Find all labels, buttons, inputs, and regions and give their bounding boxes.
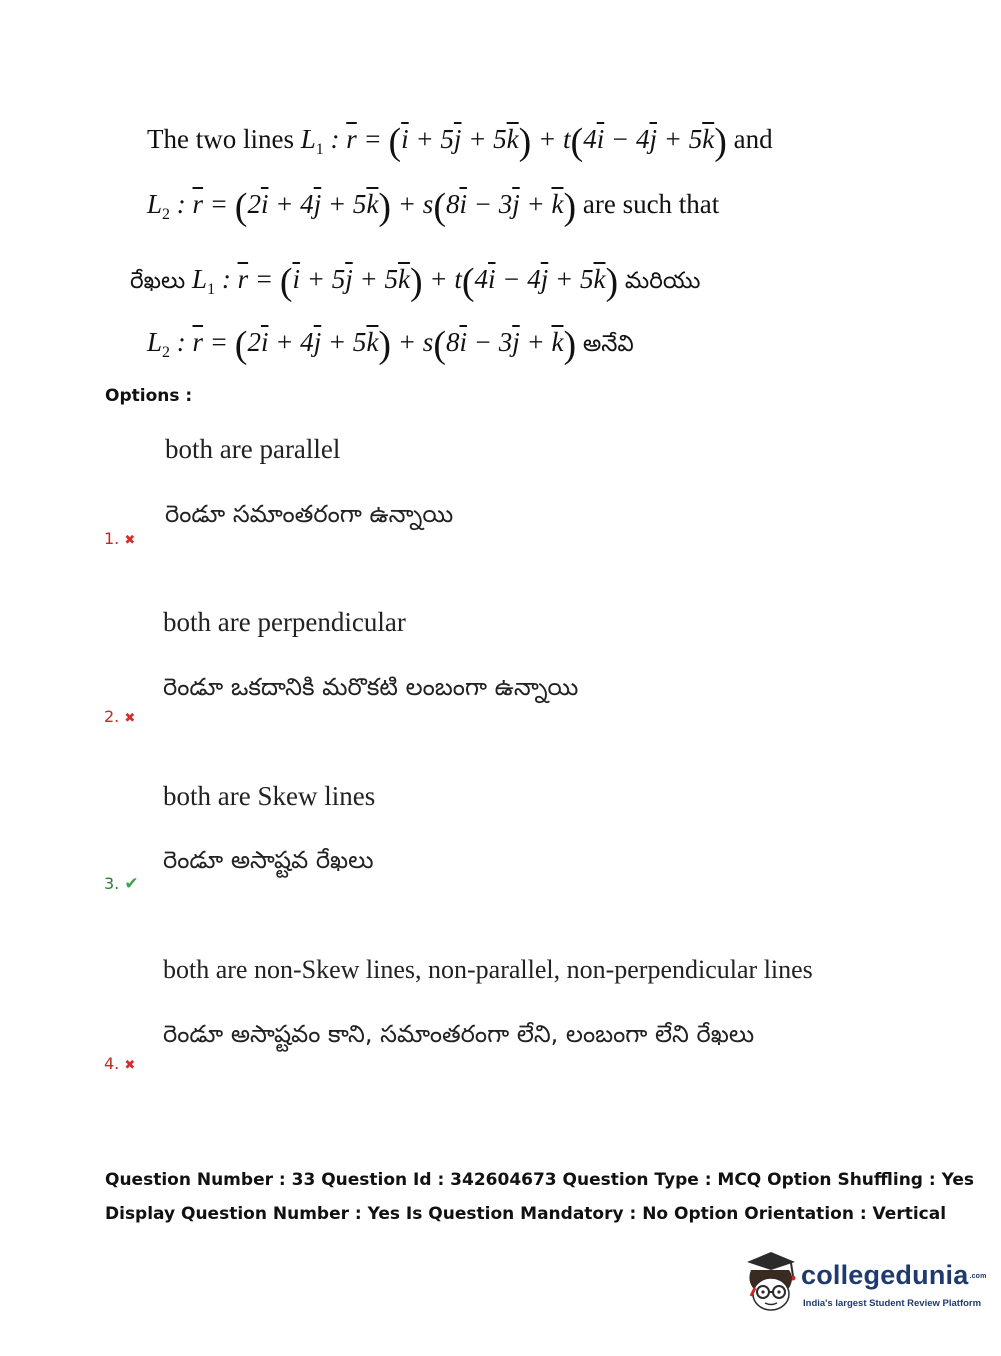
question-english-line-1: [147, 122, 927, 167]
line-l1-equation-te: $L_1$ : $\overline{r} = (\overline{i} + 5\overline{j} + 5\overline{k}) + t(4\overline{i} - 4\overline{j} + 5\overline{k})$: [192, 261, 619, 303]
option-4-telugu: రెండూ అసాష్టవం కాని, సమాంతరంగా లేని, లంబంగా లేని రేఖలు: [163, 1020, 755, 1048]
question-telugu-line-2: [130, 325, 910, 370]
wrong-icon: ✖: [124, 533, 136, 548]
option-1-telugu: రెండూ సమాంతరంగా ఉన్నాయి: [165, 500, 454, 528]
question-prefix: The two lines: [147, 124, 294, 154]
option-1-english: both are parallel: [165, 434, 341, 464]
option-2-telugu: రెండూ ఒకదానికి మరొకటి లంబంగా ఉన్నాయి: [163, 673, 579, 701]
question-te-prefix: రేఖలు: [130, 268, 186, 294]
line-l1-equation: $L_1$ : $\overline{r} = (\overline{i} + 5\overline{j} + 5\overline{k}) + t(4\overline{i} - 4\overline{j} + 5\overline{k})$: [300, 121, 727, 163]
question-meta-line-2: Display Question Number : Yes Is Question Mandatory : No Option Orientation : Vertical: [105, 1204, 947, 1224]
question-telugu: [130, 262, 910, 370]
logo-name: collegedunia.com: [801, 1260, 987, 1290]
question-suffix: are such that: [582, 189, 720, 219]
question-and: and: [733, 124, 773, 154]
line-l2-equation-te: $L_2$ : $\overline{r} = (2\overline{i} + 4\overline{j} + 5\overline{k}) + s(8\overline{i} - 3\overline{j} + \overline{k})$: [147, 324, 577, 366]
option-2-number: 2. ✖: [104, 707, 136, 726]
option-4-english: both are non-Skew lines, non-parallel, non-perpendicular lines: [163, 955, 813, 984]
question-telugu-line-1: [130, 262, 910, 307]
correct-check-icon: ✔: [124, 874, 139, 894]
option-3-number: 3. ✔: [104, 874, 139, 894]
mascot-icon: [741, 1248, 801, 1318]
wrong-icon: ✖: [124, 1058, 136, 1073]
collegedunia-logo: [741, 1248, 987, 1318]
line-l2-equation: $L_2$ : $\overline{r} = (2\overline{i} + 4\overline{j} + 5\overline{k}) + s(8\overline{i} - 3\overline{j} + \overline{k})$: [147, 186, 577, 228]
option-3-english: both are Skew lines: [163, 781, 376, 811]
logo-suffix: .com: [969, 1273, 987, 1281]
question-english: [147, 122, 927, 232]
option-1-number: 1. ✖: [104, 529, 136, 548]
question-english-line-2: [147, 187, 927, 232]
question-te-and: మరియు: [624, 268, 701, 294]
wrong-icon: ✖: [124, 711, 136, 726]
question-meta-line-1: Question Number : 33 Question Id : 342604673 Question Type : MCQ Option Shuffling : Yes: [105, 1170, 975, 1190]
option-3-telugu: రెండూ అసాష్టవ రేఖలు: [163, 846, 374, 874]
options-label: Options :: [105, 386, 193, 406]
option-2-english: both are perpendicular: [163, 607, 406, 637]
option-4-number: 4. ✖: [104, 1054, 136, 1073]
logo-tagline: India's largest Student Review Platform: [803, 1298, 982, 1309]
question-te-suffix: అనేవి: [582, 331, 634, 357]
